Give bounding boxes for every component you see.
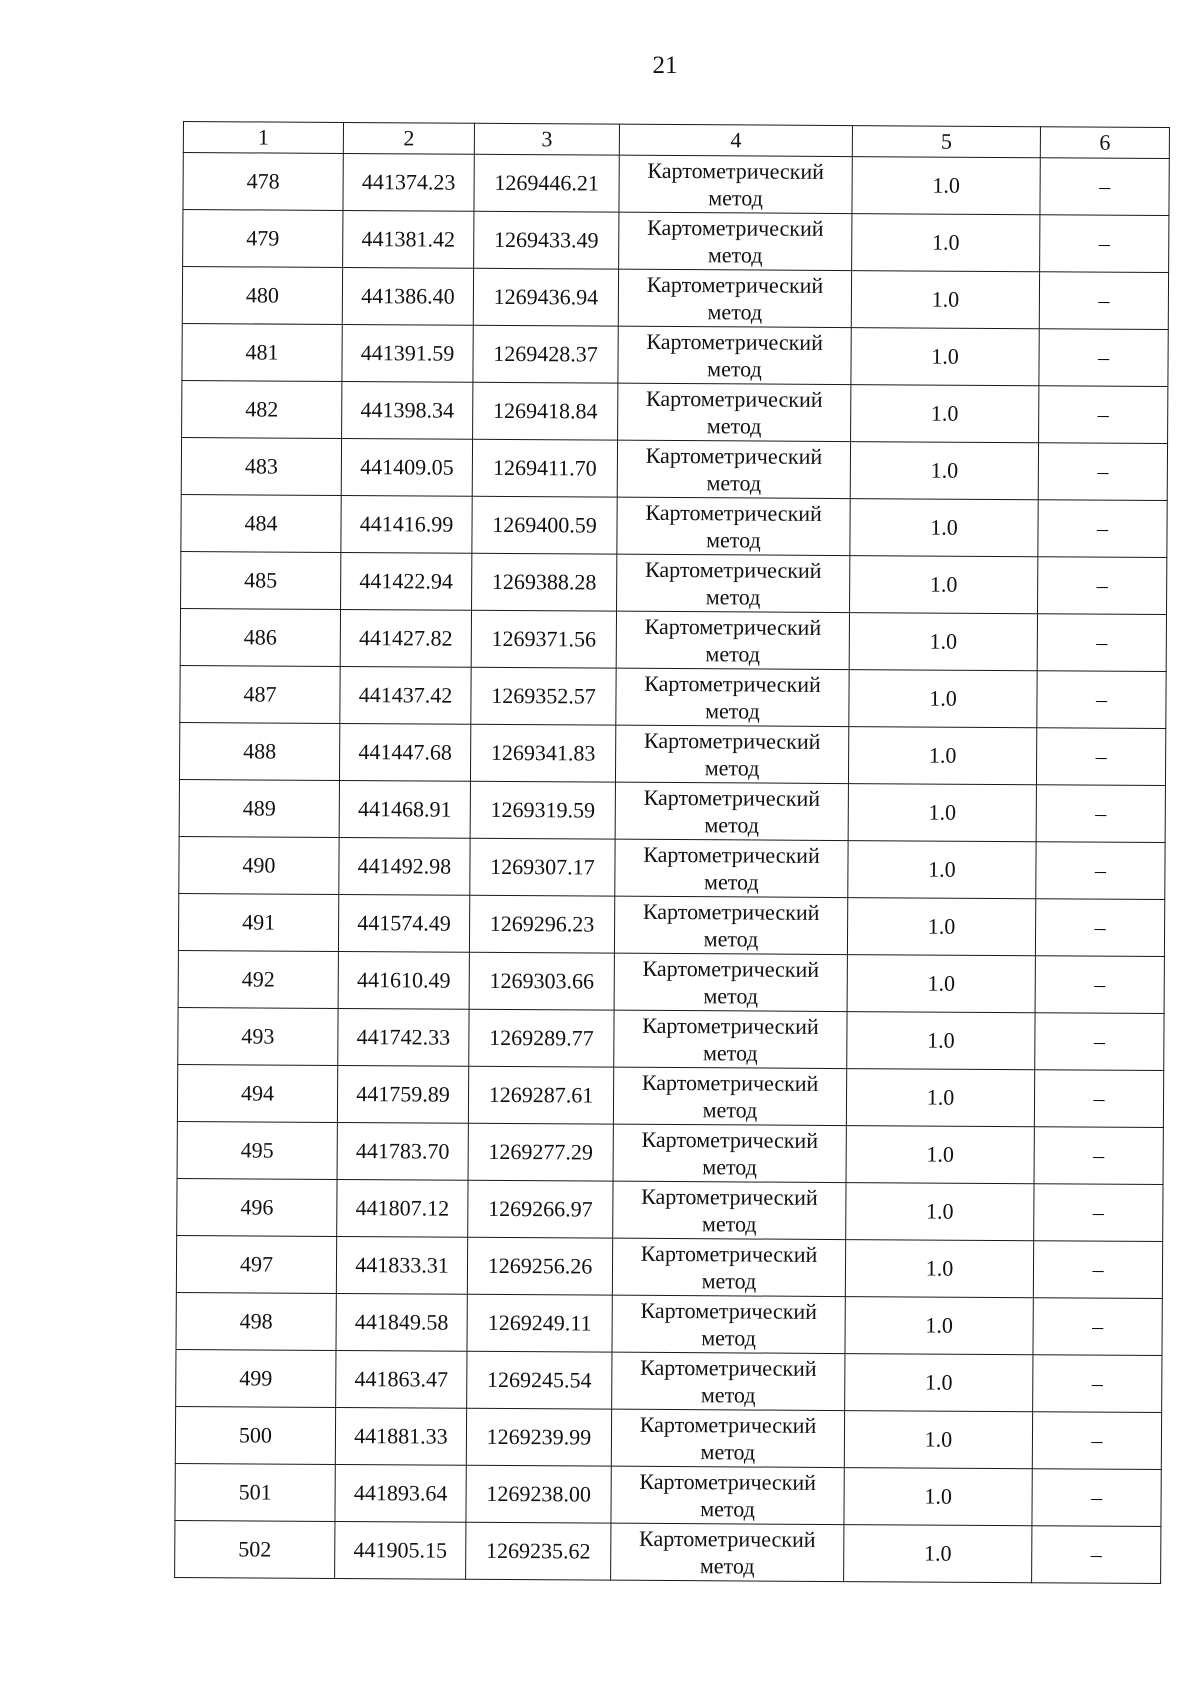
accuracy-cell: 1.0 [849, 670, 1037, 728]
method-line-2: метод [703, 926, 759, 952]
table-row [182, 380, 1168, 443]
note-cell: – [1038, 500, 1167, 558]
method-line-2: метод [702, 1154, 757, 1180]
table-row [181, 437, 1167, 500]
note-cell: – [1037, 614, 1166, 672]
note-cell: – [1032, 1526, 1161, 1584]
header-col-2: 2 [343, 122, 474, 154]
table-row [177, 1178, 1163, 1241]
method-line-2: метод [705, 584, 761, 610]
table-row [175, 1463, 1161, 1526]
y-coordinate-cell: 1269446.21 [474, 154, 619, 212]
method-cell [618, 326, 851, 384]
y-coordinate-cell: 1269235.62 [466, 1522, 611, 1580]
method-line-2: метод [702, 1040, 758, 1066]
point-number-cell: 493 [178, 1007, 338, 1065]
point-number-cell: 487 [180, 665, 340, 723]
method-cell [612, 1295, 845, 1353]
accuracy-cell: 1.0 [846, 1183, 1034, 1241]
x-coordinate-cell: 441849.58 [336, 1293, 467, 1351]
accuracy-cell: 1.0 [852, 157, 1040, 215]
method-line-2: метод [707, 356, 762, 382]
x-coordinate-cell: 441374.23 [343, 153, 474, 211]
method-line-2: метод [702, 1097, 758, 1123]
note-cell: – [1040, 215, 1169, 273]
method-line-1: Картометрический [640, 1354, 817, 1381]
method-line-1: Картометрический [647, 214, 824, 241]
method-line-2: метод [708, 185, 763, 211]
method-line-1: Картометрический [647, 157, 825, 184]
table-row [176, 1349, 1162, 1412]
note-cell: – [1032, 1469, 1161, 1527]
x-coordinate-cell: 441468.91 [339, 780, 470, 838]
table-row [177, 1064, 1163, 1127]
point-number-cell: 488 [179, 722, 339, 780]
method-cell [611, 1523, 844, 1581]
x-coordinate-cell: 441783.70 [337, 1122, 468, 1180]
y-coordinate-cell: 1269239.99 [466, 1408, 611, 1466]
note-cell: – [1038, 443, 1167, 501]
method-cell [612, 1238, 845, 1296]
method-cell [612, 1352, 845, 1410]
method-cell [611, 1409, 844, 1467]
method-line-1: Картометрический [640, 1240, 818, 1267]
x-coordinate-cell: 441863.47 [336, 1350, 467, 1408]
x-coordinate-cell: 441409.05 [341, 438, 472, 496]
method-line-2: метод [701, 1211, 757, 1237]
method-line-1: Картометрический [641, 1183, 818, 1210]
y-coordinate-cell: 1269238.00 [466, 1465, 611, 1523]
y-coordinate-cell: 1269289.77 [469, 1009, 614, 1067]
method-cell [614, 1010, 847, 1068]
note-cell: – [1039, 386, 1168, 444]
y-coordinate-cell: 1269433.49 [474, 211, 619, 269]
method-line-1: Картометрический [645, 385, 823, 412]
y-coordinate-cell: 1269428.37 [473, 325, 618, 383]
table-row [182, 323, 1168, 386]
note-cell: – [1038, 557, 1167, 615]
method-line-2: метод [707, 299, 763, 325]
page-number: 21 [652, 52, 678, 79]
method-cell [614, 953, 847, 1011]
point-number-cell: 479 [183, 210, 343, 268]
method-line-1: Картометрический [639, 1525, 816, 1552]
table-row [179, 722, 1165, 785]
point-number-cell: 497 [176, 1235, 336, 1293]
header-col-6: 6 [1040, 127, 1169, 159]
note-cell: – [1033, 1298, 1162, 1356]
x-coordinate-cell: 441398.34 [342, 381, 473, 439]
note-cell: – [1032, 1412, 1161, 1470]
x-coordinate-cell: 441391.59 [342, 324, 473, 382]
method-line-1: Картометрический [643, 841, 820, 868]
note-cell: – [1036, 728, 1165, 786]
coordinates-table [174, 121, 1170, 1584]
y-coordinate-cell: 1269352.57 [471, 667, 616, 725]
method-line-1: Картометрический [643, 727, 821, 754]
table-row [179, 836, 1165, 899]
method-cell [613, 1067, 846, 1125]
method-cell [618, 383, 851, 441]
method-line-1: Картометрический [643, 784, 821, 811]
note-cell: – [1036, 785, 1165, 843]
accuracy-cell: 1.0 [844, 1468, 1032, 1526]
method-line-1: Картометрический [646, 328, 823, 355]
accuracy-cell: 1.0 [851, 385, 1039, 443]
point-number-cell: 502 [175, 1520, 335, 1578]
accuracy-cell: 1.0 [851, 328, 1039, 386]
y-coordinate-cell: 1269287.61 [468, 1066, 613, 1124]
x-coordinate-cell: 441492.98 [339, 837, 470, 895]
point-number-cell: 500 [175, 1406, 335, 1464]
note-cell: – [1035, 899, 1164, 957]
method-line-2: метод [700, 1382, 756, 1408]
table-row [182, 267, 1168, 330]
point-number-cell: 490 [179, 836, 339, 894]
method-cell [618, 269, 851, 327]
x-coordinate-cell: 441386.40 [342, 267, 473, 325]
x-coordinate-cell: 441893.64 [335, 1464, 466, 1522]
note-cell: – [1035, 956, 1164, 1014]
method-line-2: метод [704, 755, 760, 781]
table-row [178, 893, 1164, 956]
method-line-1: Картометрический [640, 1297, 818, 1324]
x-coordinate-cell: 441574.49 [338, 894, 469, 952]
y-coordinate-cell: 1269411.70 [472, 439, 617, 497]
x-coordinate-cell: 441759.89 [337, 1065, 468, 1123]
point-number-cell: 498 [176, 1292, 336, 1350]
x-coordinate-cell: 441807.12 [337, 1179, 468, 1237]
point-number-cell: 495 [177, 1121, 337, 1179]
table-row [181, 551, 1167, 614]
method-cell [617, 554, 850, 612]
point-number-cell: 496 [177, 1178, 337, 1236]
method-line-1: Картометрический [641, 1069, 819, 1096]
header-col-3: 3 [474, 123, 619, 155]
header-col-4: 4 [619, 124, 852, 156]
table-row [178, 1007, 1164, 1070]
accuracy-cell: 1.0 [847, 898, 1035, 956]
method-line-2: метод [701, 1325, 756, 1351]
accuracy-cell: 1.0 [850, 442, 1038, 500]
accuracy-cell: 1.0 [844, 1525, 1032, 1583]
method-line-1: Картометрический [646, 271, 824, 298]
method-line-2: метод [700, 1439, 756, 1465]
y-coordinate-cell: 1269319.59 [470, 781, 615, 839]
accuracy-cell: 1.0 [845, 1240, 1033, 1298]
note-cell: – [1033, 1355, 1162, 1413]
accuracy-cell: 1.0 [852, 214, 1040, 272]
point-number-cell: 478 [183, 153, 343, 211]
y-coordinate-cell: 1269296.23 [469, 895, 614, 953]
header-col-1: 1 [183, 122, 343, 154]
note-cell: – [1036, 842, 1165, 900]
table-row [175, 1406, 1161, 1469]
method-cell [619, 155, 852, 213]
y-coordinate-cell: 1269436.94 [473, 268, 618, 326]
method-cell [617, 440, 850, 498]
x-coordinate-cell: 441881.33 [335, 1407, 466, 1465]
table-row [180, 665, 1166, 728]
accuracy-cell: 1.0 [850, 499, 1038, 557]
method-line-2: метод [699, 1553, 755, 1579]
x-coordinate-cell: 441905.15 [335, 1521, 466, 1579]
x-coordinate-cell: 441437.42 [340, 666, 471, 724]
method-line-2: метод [703, 983, 759, 1009]
x-coordinate-cell: 441742.33 [338, 1008, 469, 1066]
table-row [175, 1520, 1161, 1583]
method-line-2: метод [705, 641, 761, 667]
table-body [175, 153, 1170, 1584]
method-line-2: метод [706, 527, 761, 553]
x-coordinate-cell: 441381.42 [343, 210, 474, 268]
y-coordinate-cell: 1269277.29 [468, 1123, 613, 1181]
point-number-cell: 486 [180, 608, 340, 666]
method-cell [615, 725, 848, 783]
method-line-1: Картометрический [639, 1411, 817, 1438]
y-coordinate-cell: 1269245.54 [467, 1351, 612, 1409]
note-cell: – [1034, 1070, 1163, 1128]
point-number-cell: 489 [179, 779, 339, 837]
method-line-2: метод [705, 698, 760, 724]
note-cell: – [1033, 1241, 1162, 1299]
method-cell [613, 1124, 846, 1182]
method-line-2: метод [701, 1268, 757, 1294]
x-coordinate-cell: 441422.94 [341, 552, 472, 610]
point-number-cell: 483 [181, 437, 341, 495]
method-cell [619, 212, 852, 270]
method-line-1: Картометрический [642, 955, 820, 982]
method-cell [615, 782, 848, 840]
note-cell: – [1037, 671, 1166, 729]
method-cell [615, 839, 848, 897]
accuracy-cell: 1.0 [847, 1012, 1035, 1070]
method-cell [616, 668, 849, 726]
x-coordinate-cell: 441610.49 [338, 951, 469, 1009]
method-line-1: Картометрический [641, 1126, 819, 1153]
method-cell [617, 497, 850, 555]
method-line-2: метод [706, 413, 762, 439]
accuracy-cell: 1.0 [848, 784, 1036, 842]
x-coordinate-cell: 441447.68 [339, 723, 470, 781]
method-line-1: Картометрический [642, 898, 820, 925]
method-line-1: Картометрический [639, 1468, 817, 1495]
table-row [181, 494, 1167, 557]
point-number-cell: 482 [182, 380, 342, 438]
y-coordinate-cell: 1269400.59 [472, 496, 617, 554]
y-coordinate-cell: 1269303.66 [469, 952, 614, 1010]
accuracy-cell: 1.0 [848, 727, 1036, 785]
table-row [179, 779, 1165, 842]
method-line-1: Картометрический [642, 1012, 819, 1039]
y-coordinate-cell: 1269418.84 [473, 382, 618, 440]
table-row [176, 1235, 1162, 1298]
note-cell: – [1040, 158, 1169, 216]
point-number-cell: 491 [178, 893, 338, 951]
accuracy-cell: 1.0 [846, 1126, 1034, 1184]
accuracy-cell: 1.0 [851, 271, 1039, 329]
method-line-1: Картометрический [644, 556, 822, 583]
method-line-2: метод [700, 1496, 755, 1522]
method-line-1: Картометрический [644, 670, 821, 697]
table-row [183, 210, 1169, 273]
y-coordinate-cell: 1269256.26 [467, 1237, 612, 1295]
method-line-1: Картометрический [644, 613, 822, 640]
y-coordinate-cell: 1269341.83 [470, 724, 615, 782]
table-row [176, 1292, 1162, 1355]
table-row [178, 950, 1164, 1013]
y-coordinate-cell: 1269371.56 [471, 610, 616, 668]
table-row [183, 153, 1169, 216]
method-line-1: Картометрический [645, 442, 823, 469]
point-number-cell: 492 [178, 950, 338, 1008]
accuracy-cell: 1.0 [850, 556, 1038, 614]
point-number-cell: 499 [176, 1349, 336, 1407]
y-coordinate-cell: 1269307.17 [470, 838, 615, 896]
method-line-2: метод [706, 470, 762, 496]
accuracy-cell: 1.0 [845, 1354, 1033, 1412]
method-cell [611, 1466, 844, 1524]
point-number-cell: 484 [181, 494, 341, 552]
x-coordinate-cell: 441427.82 [340, 609, 471, 667]
accuracy-cell: 1.0 [844, 1411, 1032, 1469]
accuracy-cell: 1.0 [847, 955, 1035, 1013]
x-coordinate-cell: 441416.99 [341, 495, 472, 553]
accuracy-cell: 1.0 [846, 1069, 1034, 1127]
method-cell [616, 611, 849, 669]
x-coordinate-cell: 441833.31 [336, 1236, 467, 1294]
note-cell: – [1039, 329, 1168, 387]
accuracy-cell: 1.0 [849, 613, 1037, 671]
accuracy-cell: 1.0 [845, 1297, 1033, 1355]
method-line-2: метод [703, 869, 759, 895]
y-coordinate-cell: 1269388.28 [472, 553, 617, 611]
accuracy-cell: 1.0 [848, 841, 1036, 899]
point-number-cell: 501 [175, 1463, 335, 1521]
method-cell [613, 1181, 846, 1239]
table-row [177, 1121, 1163, 1184]
note-cell: – [1039, 272, 1168, 330]
table-row [180, 608, 1166, 671]
method-line-2: метод [704, 812, 760, 838]
y-coordinate-cell: 1269249.11 [467, 1294, 612, 1352]
y-coordinate-cell: 1269266.97 [468, 1180, 613, 1238]
point-number-cell: 480 [182, 267, 342, 325]
note-cell: – [1034, 1127, 1163, 1185]
point-number-cell: 481 [182, 323, 342, 381]
note-cell: – [1034, 1184, 1163, 1242]
point-number-cell: 485 [181, 551, 341, 609]
note-cell: – [1035, 1013, 1164, 1071]
point-number-cell: 494 [177, 1064, 337, 1122]
method-cell [614, 896, 847, 954]
method-line-1: Картометрический [645, 499, 822, 526]
method-line-2: метод [707, 242, 763, 268]
header-col-5: 5 [852, 126, 1040, 158]
